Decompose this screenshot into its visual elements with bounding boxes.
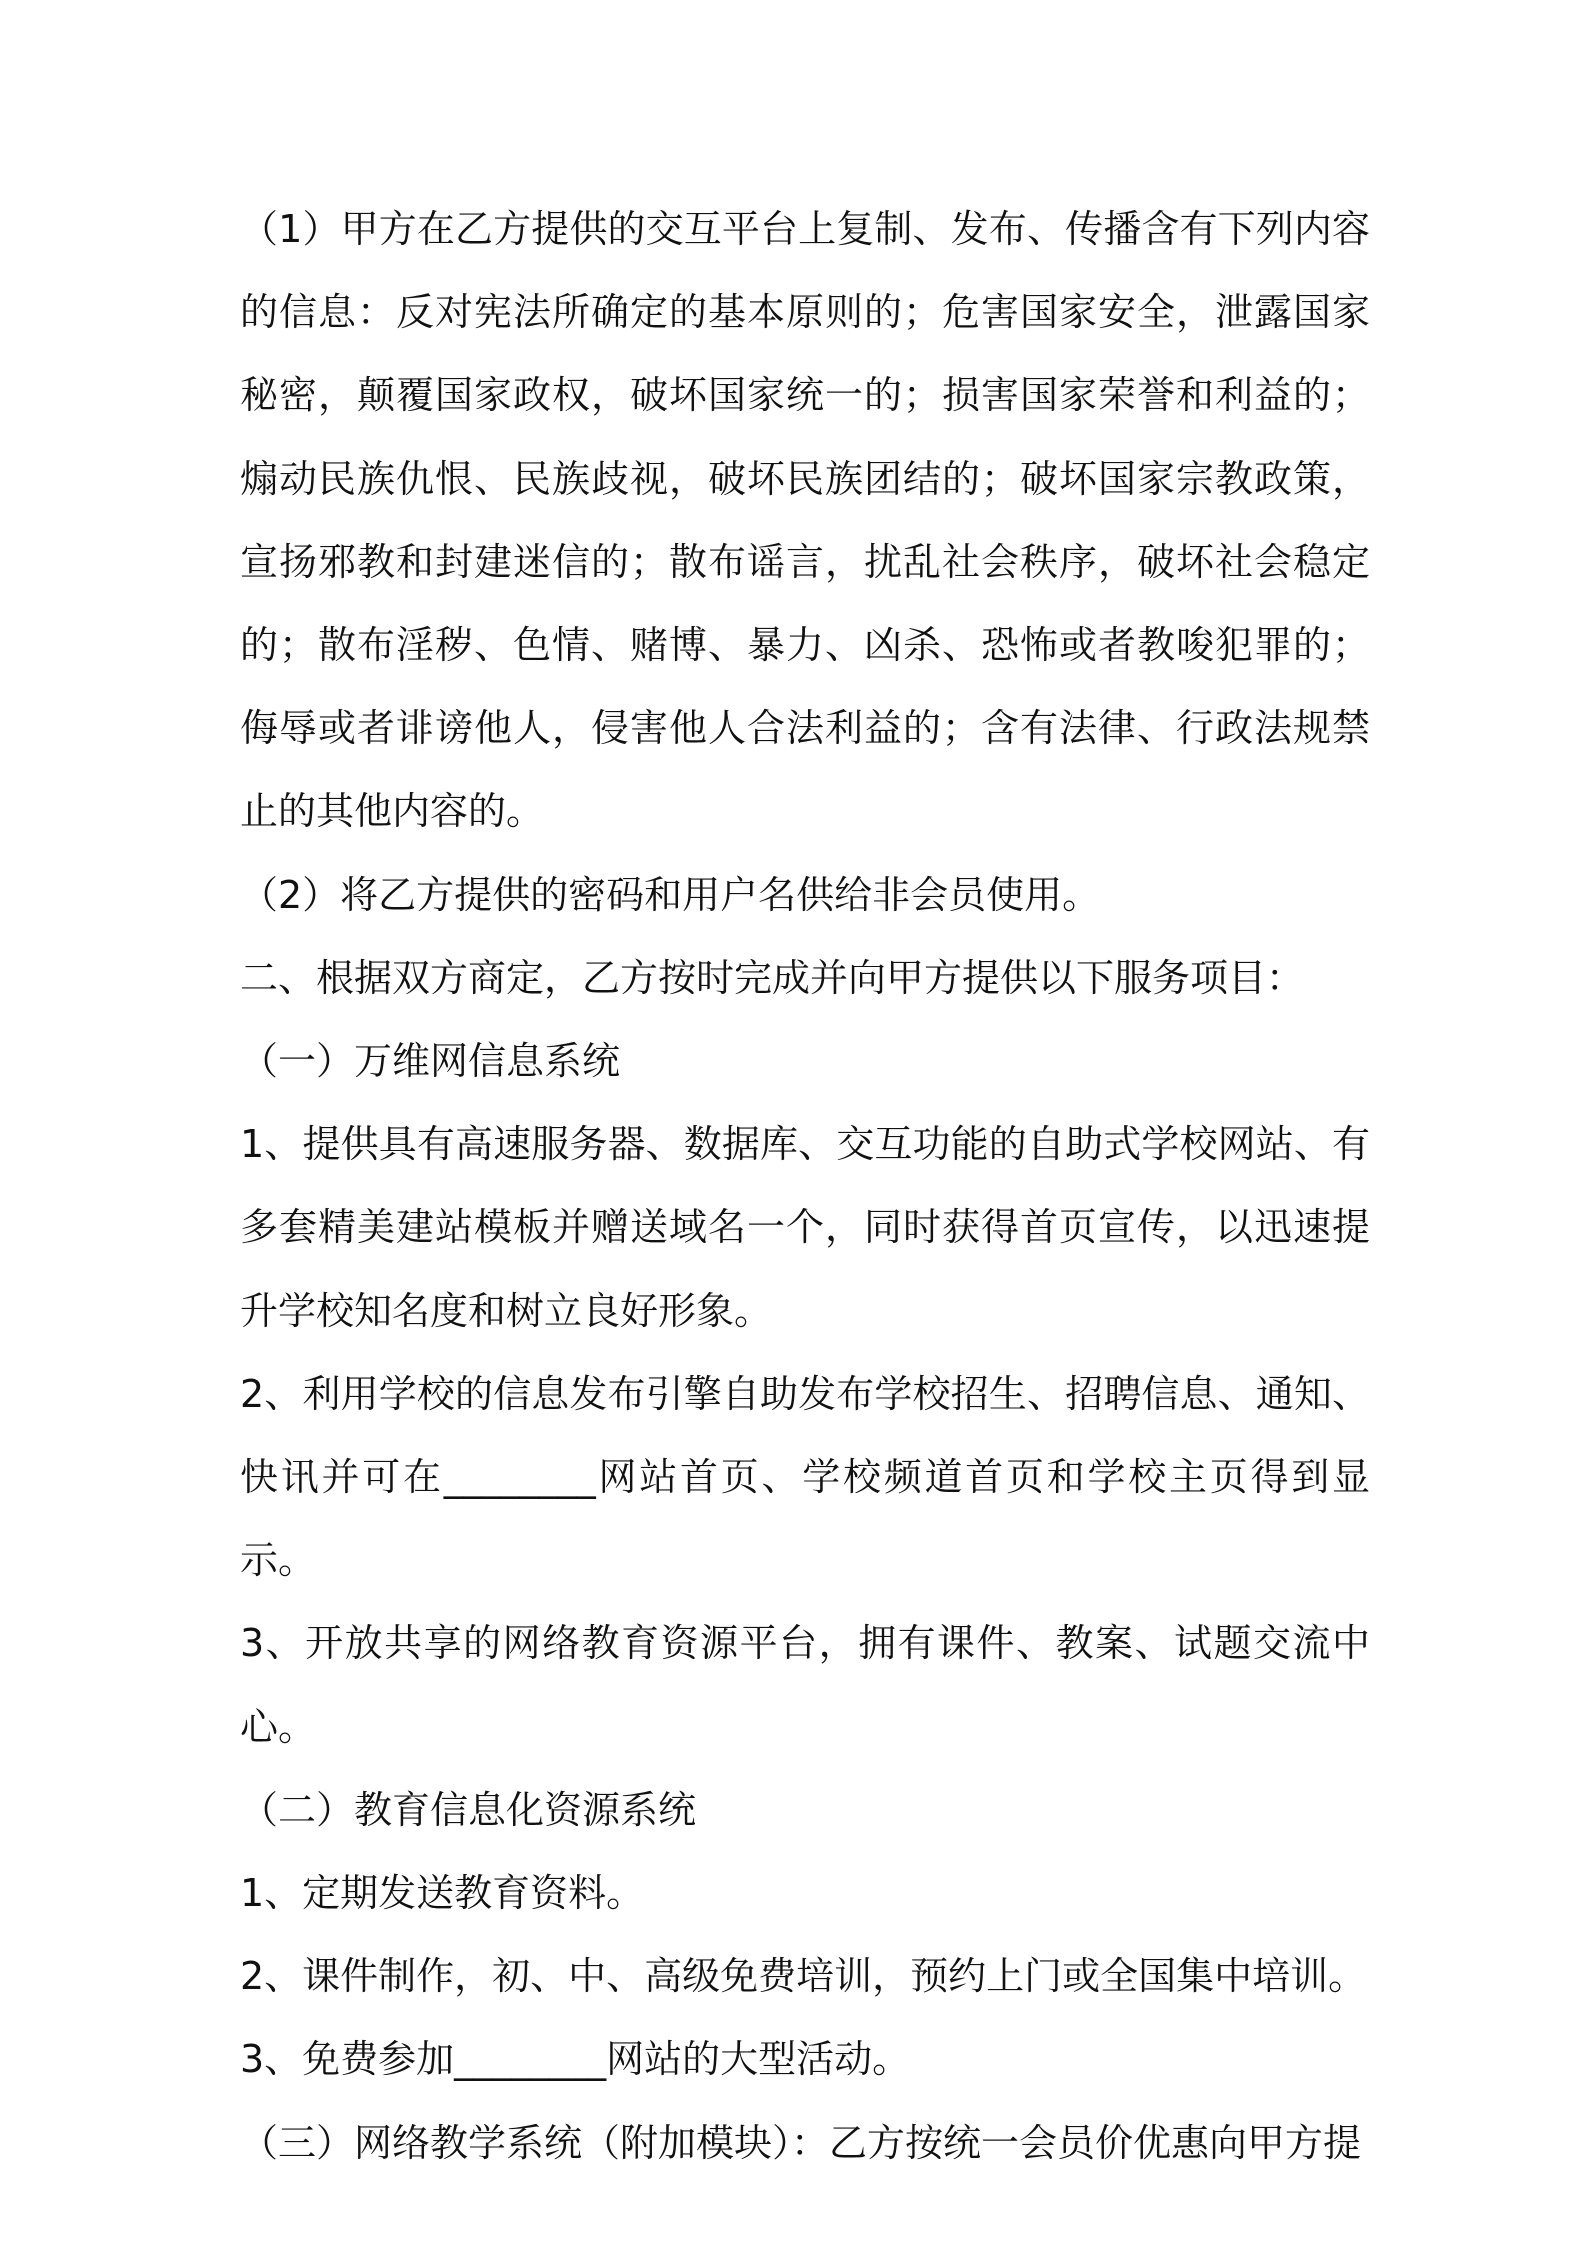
paragraph-resource-item-3: 3、免费参加________网站的大型活动。 bbox=[240, 2037, 911, 2082]
document-body bbox=[240, 188, 1370, 2185]
paragraph-prohibited-content: （1）甲方在乙方提供的交互平台上复制、发布、传播含有下列内容的信息：反对宪法所确定的基本原则的；危害国家安全，泄露国家秘密，颠覆国家政权，破坏国家统一的；损害国家荣誉和利益的；煽动民族仇恨、民族歧视，破坏民族团结的；破坏国家宗教政策，宣扬邪教和封建迷信的；散布谣言，扰乱社会秩序，破坏社会稳定的；散布淫秽、色情、赌博、暴力、凶杀、恐怖或者教唆犯罪的；侮辱或者诽谤他人，侵害他人合法利益的；含有法律、行政法规禁止的其他内容的。 bbox=[240, 207, 1370, 834]
paragraph-resource-system-heading: （二）教育信息化资源系统 bbox=[240, 1787, 697, 1832]
paragraph-www-item-3: 3、开放共享的网络教育资源平台，拥有课件、教案、试题交流中心。 bbox=[240, 1621, 1370, 1749]
paragraph-section-two-heading: 二、根据双方商定，乙方按时完成并向甲方提供以下服务项目： bbox=[240, 955, 1305, 1000]
paragraph-www-item-1: 1、提供具有高速服务器、数据库、交互功能的自助式学校网站、有多套精美建站模板并赠送域名一个，同时获得首页宣传，以迅速提升学校知名度和树立良好形象。 bbox=[240, 1122, 1370, 1333]
paragraph-resource-item-2: 2、课件制作，初、中、高级免费培训，预约上门或全国集中培训。 bbox=[240, 1954, 1367, 1999]
paragraph-resource-item-1: 1、定期发送教育资料。 bbox=[240, 1871, 645, 1916]
paragraph-password-sharing: （2）将乙方提供的密码和用户名供给非会员使用。 bbox=[240, 872, 1101, 917]
paragraph-teaching-system-heading: （三）网络教学系统（附加模块）：乙方按统一会员价优惠向甲方提 bbox=[240, 2120, 1362, 2165]
paragraph-www-item-2: 2、利用学校的信息发布引擎自助发布学校招生、招聘信息、通知、快讯并可在________网站首页、学校频道首页和学校主页得到显示。 bbox=[240, 1371, 1370, 1583]
paragraph-www-system-heading: （一）万维网信息系统 bbox=[240, 1039, 621, 1084]
